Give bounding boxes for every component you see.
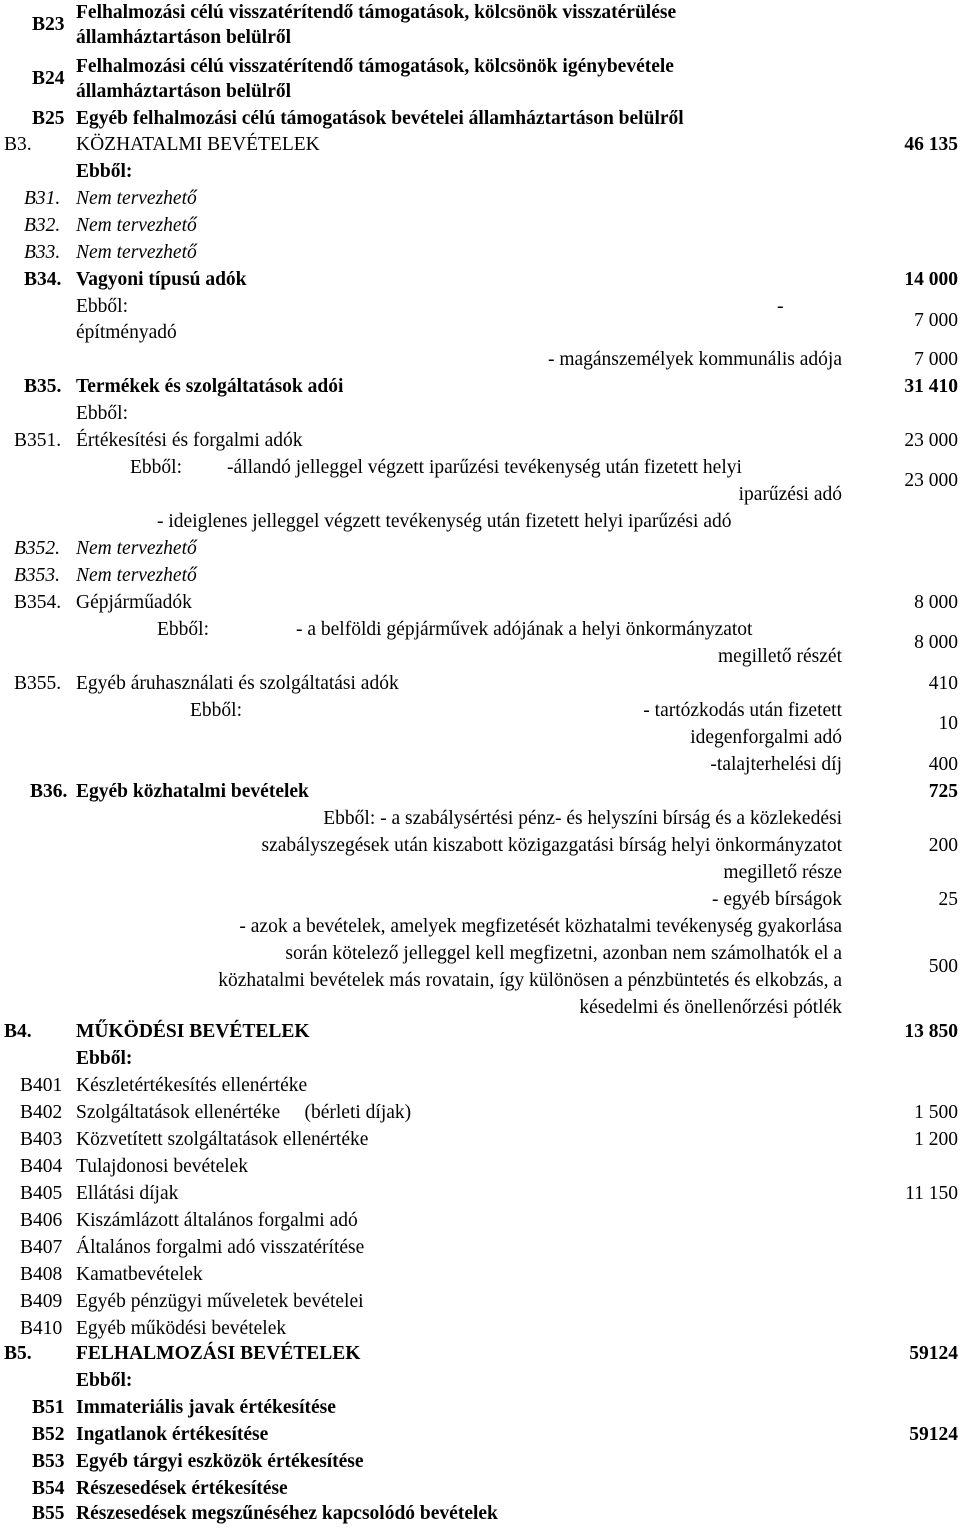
row-code-b23: B23: [32, 14, 65, 35]
row-code: B405: [20, 1183, 63, 1204]
row-label: Szolgáltatások ellenértéke (bérleti díjak): [76, 1102, 412, 1123]
row-code-b24: B24: [32, 68, 65, 89]
row-label: Ingatlanok értékesítése: [76, 1424, 269, 1445]
row-value: 1 200: [914, 1129, 958, 1150]
row-label-b24-line2: államháztartáson belülről: [76, 81, 292, 102]
section-value-b4: 13 850: [904, 1021, 958, 1042]
row-label-b23-line1: Felhalmozási célú visszatérítendő támogatások, kölcsönök visszatérülése: [76, 2, 677, 23]
item-label-birsag-line1: Ebből: - a szabálysértési pénz- és helyszíni bírság és a közlekedési: [323, 808, 842, 829]
row-code-b352: B352.: [14, 538, 61, 559]
ebbol-label: Ebből:: [76, 296, 128, 317]
row-value-b351: 23 000: [904, 430, 958, 451]
row-value-b355: 410: [928, 673, 958, 694]
row-code: B402: [20, 1102, 63, 1123]
row-label-b33: Nem tervezhető: [76, 242, 197, 263]
ebbol-label: Ebből:: [76, 1370, 133, 1391]
row-value-b34: 14 000: [904, 269, 958, 290]
row-code-b353: B353.: [14, 565, 61, 586]
item-value-epitmenyado: 7 000: [914, 310, 958, 331]
section-value-b3: 46 135: [904, 134, 958, 155]
ebbol-label: Ebből:: [157, 619, 209, 640]
row-label-b36: Egyéb közhatalmi bevételek: [76, 781, 309, 802]
row-code-b355: B355.: [14, 673, 62, 694]
row-label-b353: Nem tervezhető: [76, 565, 197, 586]
section-value-b5: 59124: [909, 1343, 958, 1364]
row-label: Egyéb pénzügyi műveletek bevételei: [76, 1291, 364, 1312]
row-code: B403: [20, 1129, 63, 1150]
item-value-talajterhelesi: 400: [928, 754, 958, 775]
item-value-egyeb-birsagok: 25: [938, 889, 958, 910]
ebbol-label: Ebből:: [190, 700, 242, 721]
item-label-iparuzesi-line2: iparűzési adó: [738, 484, 842, 505]
section-code-b3: B3.: [4, 134, 32, 155]
ebbol-label: Ebből:: [76, 161, 133, 182]
row-code-b351: B351.: [14, 430, 62, 451]
row-label-b352: Nem tervezhető: [76, 538, 197, 559]
item-value-iparuzesi: 23 000: [904, 470, 958, 491]
row-code: B406: [20, 1210, 63, 1231]
item-label-gepjarmu-line2: megillető részét: [718, 646, 842, 667]
item-label-iparuzesi-line1: -állandó jelleggel végzett iparűzési tevékenység után fizetett helyi: [227, 457, 742, 478]
row-label: Közvetített szolgáltatások ellenértéke: [76, 1129, 369, 1150]
row-label: Részesedések megszűnéséhez kapcsolódó bevételek: [76, 1503, 498, 1524]
row-value-b35: 31 410: [904, 376, 958, 397]
row-label-b354: Gépjárműadók: [76, 592, 192, 613]
row-label: Kamatbevételek: [76, 1264, 203, 1285]
item-label-idegenforgalmi-line2: idegenforgalmi adó: [690, 727, 842, 748]
row-code-b33: B33.: [24, 242, 61, 263]
row-label: Készletértékesítés ellenértéke: [76, 1075, 308, 1096]
row-code-b35: B35.: [24, 376, 62, 397]
item-label-ideiglenes-iparuzesi: - ideiglenes jelleggel végzett tevékenység után fizetett helyi iparűzési adó: [157, 511, 732, 532]
row-label-b35: Termékek és szolgáltatások adói: [76, 376, 344, 397]
row-code-b32: B32.: [24, 215, 61, 236]
row-label-b351: Értékesítési és forgalmi adók: [76, 430, 303, 451]
item-label-kozhatalmi-line2: során kötelező jelleggel kell megfizetni, azonban nem számolhatók el a: [285, 943, 842, 964]
row-code: B407: [20, 1237, 63, 1258]
row-value: 59124: [909, 1424, 958, 1445]
row-code-b36: B36.: [30, 781, 68, 802]
row-label: Ellátási díjak: [76, 1183, 179, 1204]
row-value: 11 150: [905, 1183, 958, 1204]
section-title-b5: FELHALMOZÁSI BEVÉTELEK: [76, 1343, 361, 1364]
item-label-kozhatalmi-line3: közhatalmi bevételek más rovatain, így különösen a pénzbüntetés és elkobzás, a: [218, 970, 842, 991]
row-label: Egyéb működési bevételek: [76, 1318, 287, 1339]
row-code: B55: [32, 1503, 65, 1524]
row-code: B408: [20, 1264, 63, 1285]
row-code: B410: [20, 1318, 63, 1339]
row-label-b32: Nem tervezhető: [76, 215, 197, 236]
row-label-b24-line1: Felhalmozási célú visszatérítendő támogatások, kölcsönök igénybevétele: [76, 56, 674, 77]
row-label: Egyéb tárgyi eszközök értékesítése: [76, 1451, 364, 1472]
row-value-b354: 8 000: [914, 592, 958, 613]
row-label: Immateriális javak értékesítése: [76, 1397, 336, 1418]
row-code-b34: B34.: [24, 269, 62, 290]
item-value-kommunalis-ado: 7 000: [914, 349, 958, 370]
row-label-b355: Egyéb áruhasználati és szolgáltatási adók: [76, 673, 399, 694]
ebbol-label: Ebből:: [76, 403, 128, 424]
row-code: B401: [20, 1075, 63, 1096]
row-label: Általános forgalmi adó visszatérítése: [76, 1237, 365, 1258]
item-value-gepjarmu: 8 000: [914, 632, 958, 653]
ebbol-label: Ebből:: [130, 457, 182, 478]
row-code-b354: B354.: [14, 592, 62, 613]
row-value: 1 500: [914, 1102, 958, 1123]
row-label: Tulajdonosi bevételek: [76, 1156, 249, 1177]
item-value-birsag: 200: [928, 835, 958, 856]
item-label-birsag-line2: szabályszegések után kiszabott közigazgatási bírság helyi önkormányzatot: [261, 835, 842, 856]
item-label-idegenforgalmi-line1: - tartózkodás után fizetett: [643, 700, 842, 721]
row-code: B409: [20, 1291, 63, 1312]
row-code: B51: [32, 1397, 65, 1418]
item-label-gepjarmu-line1: - a belföldi gépjárművek adójának a helyi önkormányzatot: [296, 619, 753, 640]
row-label: Részesedések értékesítése: [76, 1478, 288, 1499]
item-value-kozhatalmi: 500: [928, 956, 958, 977]
section-code-b4: B4.: [4, 1021, 32, 1042]
row-value-b36: 725: [928, 781, 958, 802]
dash-mark: -: [777, 296, 784, 317]
item-value-idegenforgalmi: 10: [938, 713, 958, 734]
ebbol-label: Ebből:: [76, 1048, 133, 1069]
row-label-b31: Nem tervezhető: [76, 188, 197, 209]
row-label-b25: Egyéb felhalmozási célú támogatások bevételei államháztartáson belülről: [76, 108, 684, 129]
row-code-b31: B31.: [24, 188, 61, 209]
row-code: B54: [32, 1478, 65, 1499]
row-code-b25: B25: [32, 108, 65, 129]
section-title-b3: KÖZHATALMI BEVÉTELEK: [76, 134, 320, 155]
row-code: B52: [32, 1424, 65, 1445]
row-code: B404: [20, 1156, 63, 1177]
row-label: Kiszámlázott általános forgalmi adó: [76, 1210, 358, 1231]
item-label-talajterhelesi: -talajterhelési díj: [710, 754, 842, 775]
row-code: B53: [32, 1451, 65, 1472]
row-label-b23-line2: államháztartáson belülről: [76, 27, 292, 48]
item-label-epitmenyado: építményadó: [76, 322, 177, 343]
row-label-b34: Vagyoni típusú adók: [76, 269, 247, 290]
item-label-kommunalis-ado: - magánszemélyek kommunális adója: [547, 349, 842, 370]
item-label-birsag-line3: megillető része: [723, 862, 842, 883]
section-code-b5: B5.: [4, 1343, 32, 1364]
item-label-kozhatalmi-line4: késedelmi és önellenőrzési pótlék: [579, 997, 842, 1018]
item-label-kozhatalmi-line1: - azok a bevételek, amelyek megfizetését közhatalmi tevékenység gyakorlása: [239, 916, 842, 937]
item-label-egyeb-birsagok: - egyéb bírságok: [712, 889, 842, 910]
section-title-b4: MŰKÖDÉSI BEVÉTELEK: [76, 1021, 310, 1042]
